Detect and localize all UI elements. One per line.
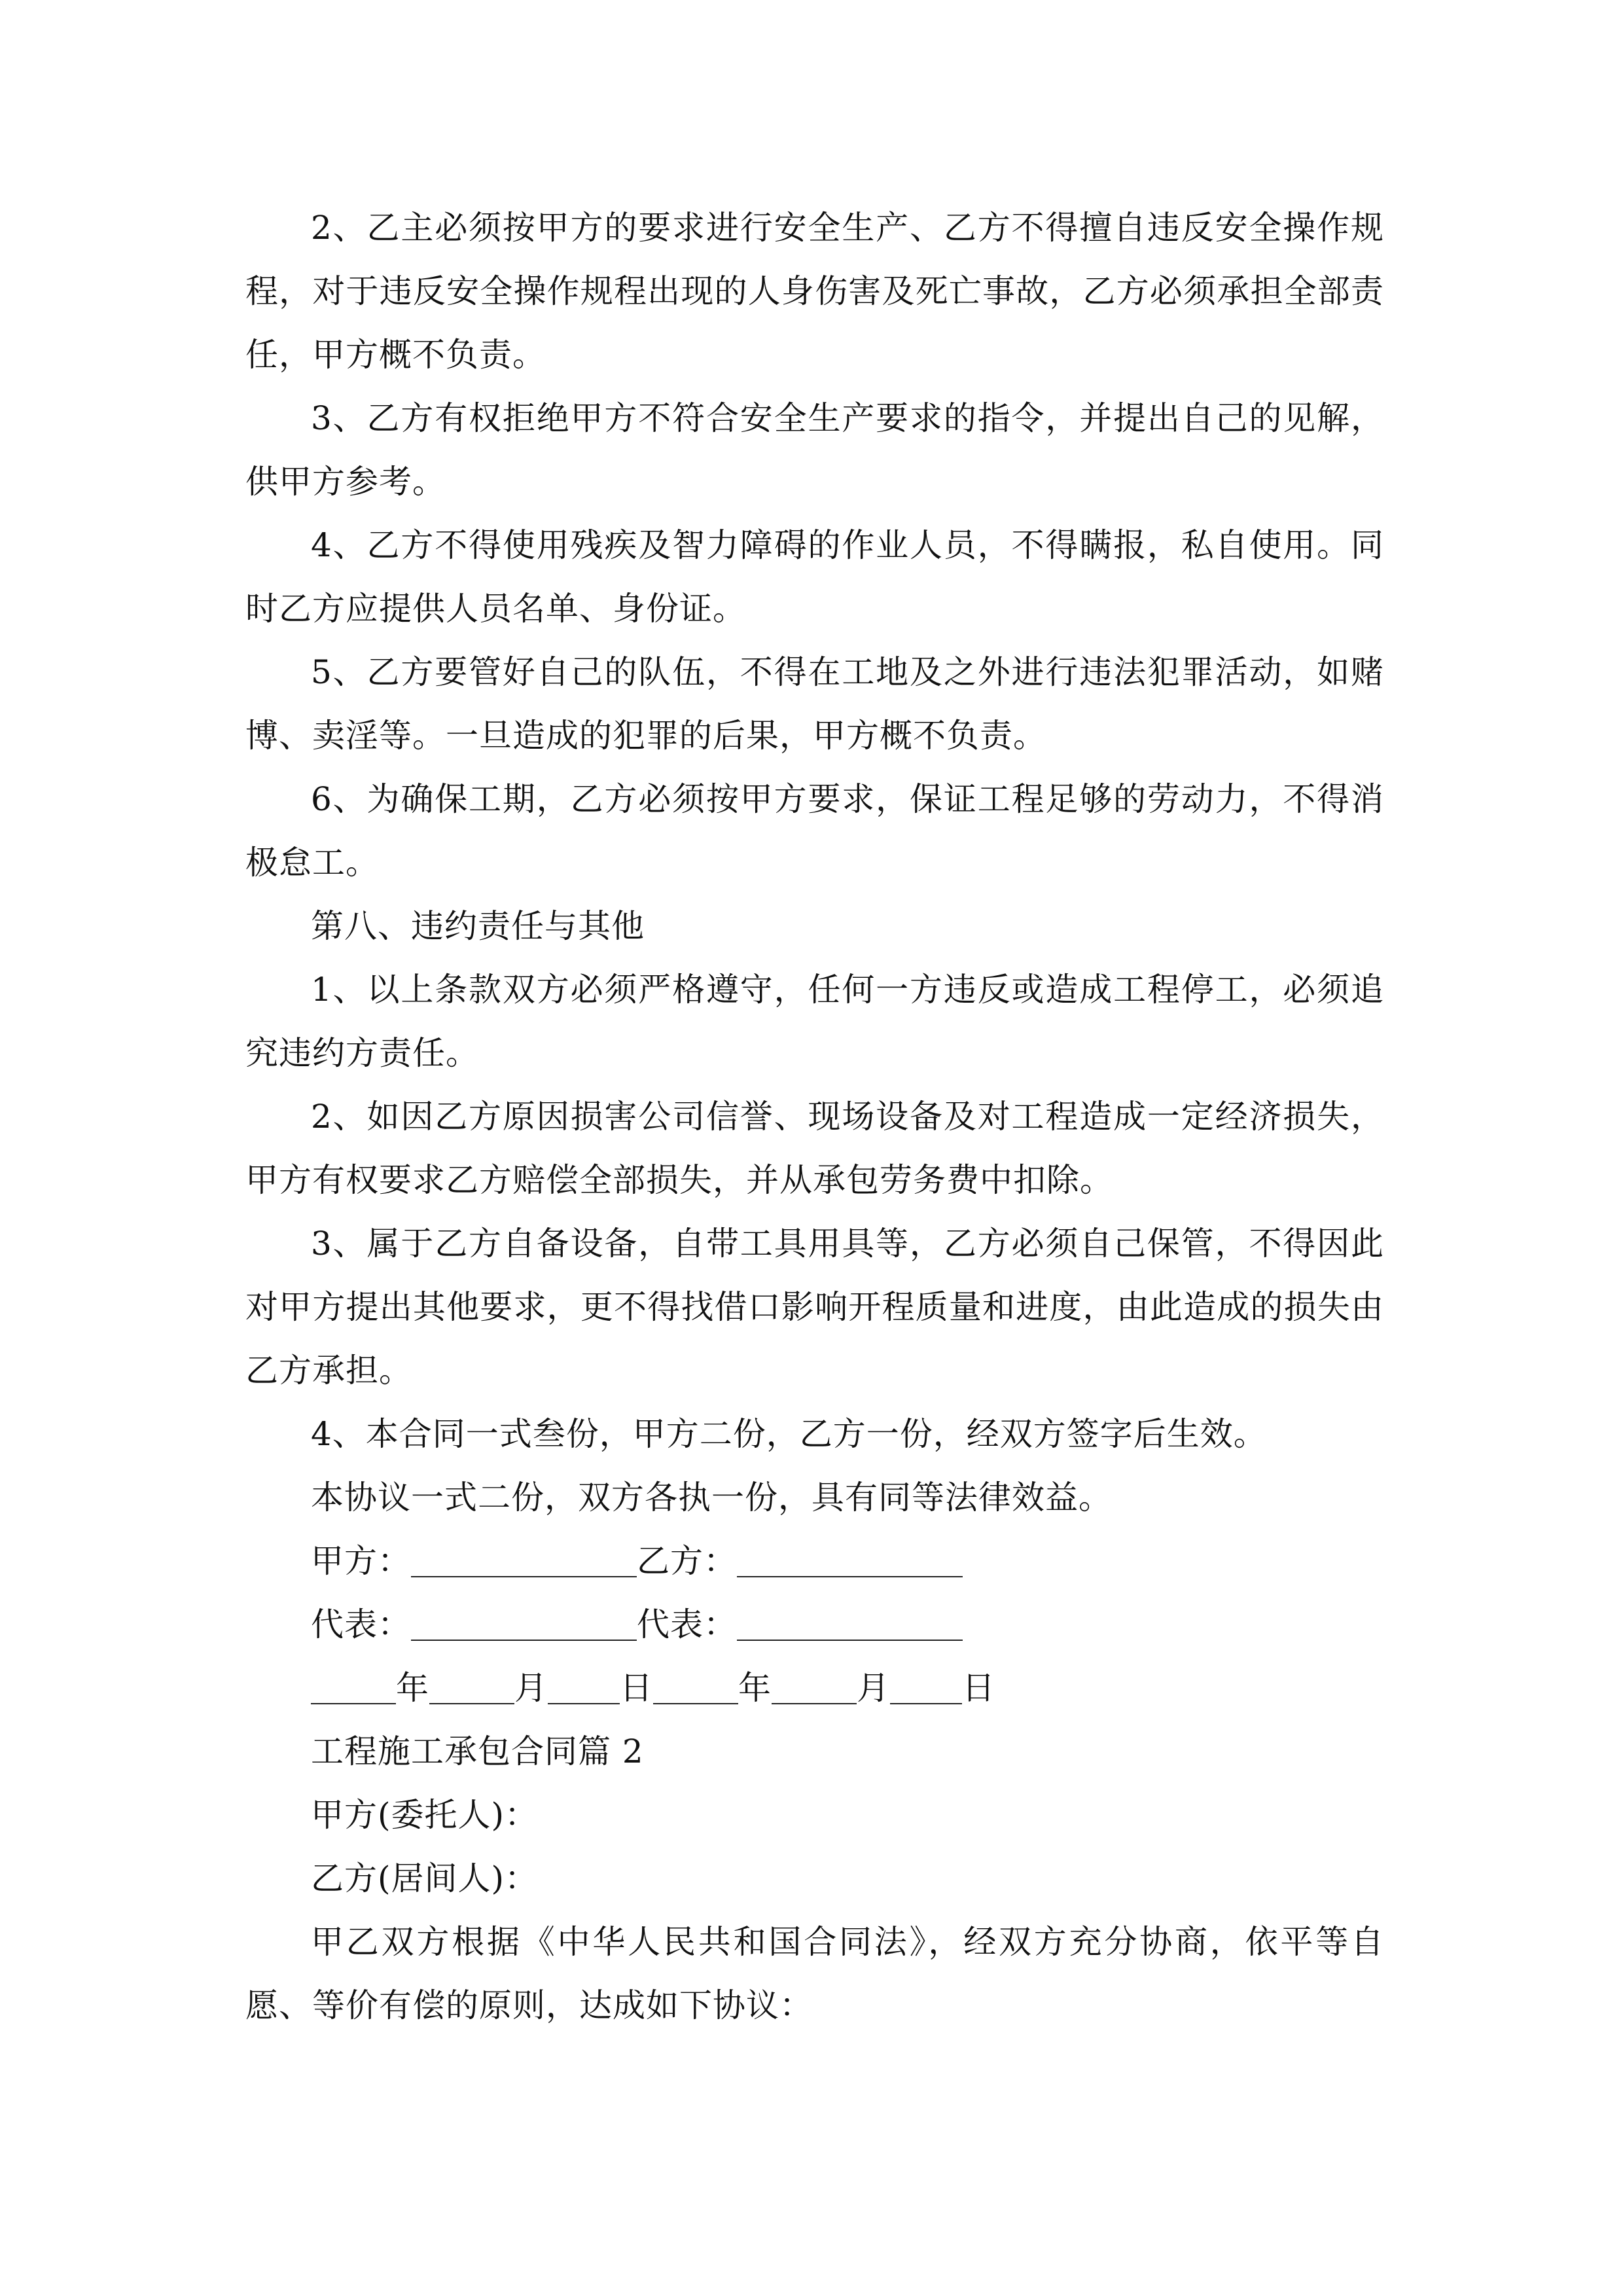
month-label: 月 — [857, 1669, 890, 1707]
clause-paragraph: 2、如因乙方原因损害公司信誉、现场设备及对工程造成一定经济损失，甲方有权要求乙方赔偿全部损失，并从承包劳务费中扣除。 — [245, 1098, 1384, 1199]
party-b-blank — [737, 1543, 963, 1577]
party-b-field: 乙方(居间人)： — [311, 1859, 539, 1897]
party-a-label: 甲方： — [311, 1542, 411, 1580]
year-label: 年 — [396, 1669, 429, 1707]
clause-paragraph: 6、为确保工期，乙方必须按甲方要求，保证工程足够的劳动力，不得消极怠工。 — [245, 780, 1384, 882]
day-blank — [548, 1670, 620, 1704]
clause-paragraph: 1、以上条款双方必须严格遵守，任何一方违反或造成工程停工，必须追究违约方责任。 — [245, 971, 1384, 1072]
year-label: 年 — [738, 1669, 772, 1707]
clause-paragraph: 4、本合同一式叁份，甲方二份，乙方一份，经双方签字后生效。 — [311, 1415, 1267, 1453]
month-blank — [429, 1670, 514, 1704]
rep-b-label: 代表： — [637, 1605, 737, 1643]
month-blank — [772, 1670, 857, 1704]
clause-paragraph: 3、属于乙方自备设备，自带工具用具等，乙方必须自己保管，不得因此对甲方提出其他要求，更不得找借口影响开程质量和进度，由此造成的损失由乙方承担。 — [245, 1225, 1384, 1390]
day-label: 日 — [962, 1669, 995, 1707]
signature-representative-line — [245, 1593, 1384, 1657]
signature-party-line — [245, 1530, 1384, 1593]
contract-title: 工程施工承包合同篇 2 — [311, 1732, 644, 1770]
clause-paragraph: 3、乙方有权拒绝甲方不符合安全生产要求的指令，并提出自己的见解，供甲方参考。 — [245, 399, 1384, 501]
rep-a-blank — [411, 1607, 637, 1641]
clause-paragraph: 4、乙方不得使用残疾及智力障碍的作业人员，不得瞒报，私自使用。同时乙方应提供人员名单、身份证。 — [245, 526, 1384, 628]
rep-b-blank — [737, 1607, 963, 1641]
party-a-field: 甲方(委托人)： — [311, 1796, 539, 1834]
party-b-label: 乙方： — [637, 1542, 737, 1580]
day-blank — [890, 1670, 962, 1704]
party-a-blank — [411, 1543, 637, 1577]
agreement-intro: 甲乙双方根据《中华人民共和国合同法》，经双方充分协商，依平等自愿、等价有偿的原则，达成如下协议： — [245, 1923, 1384, 2024]
rep-a-label: 代表： — [311, 1605, 411, 1643]
clause-paragraph: 5、乙方要管好自己的队伍，不得在工地及之外进行违法犯罪活动，如赌博、卖淫等。一旦造成的犯罪的后果，甲方概不负责。 — [245, 653, 1384, 755]
year-blank — [311, 1670, 396, 1704]
year-blank — [653, 1670, 738, 1704]
month-label: 月 — [514, 1669, 548, 1707]
clause-paragraph: 本协议一式二份，双方各执一份，具有同等法律效益。 — [311, 1479, 1112, 1516]
signature-date-line — [245, 1657, 1384, 1720]
clause-paragraph: 2、乙主必须按甲方的要求进行安全生产、乙方不得擅自违反安全操作规程，对于违反安全操作规程出现的人身伤害及死亡事故，乙方必须承担全部责任，甲方概不负责。 — [245, 209, 1384, 374]
section-heading: 第八、违约责任与其他 — [311, 907, 645, 945]
document-body — [245, 196, 1384, 2037]
day-label: 日 — [620, 1669, 653, 1707]
